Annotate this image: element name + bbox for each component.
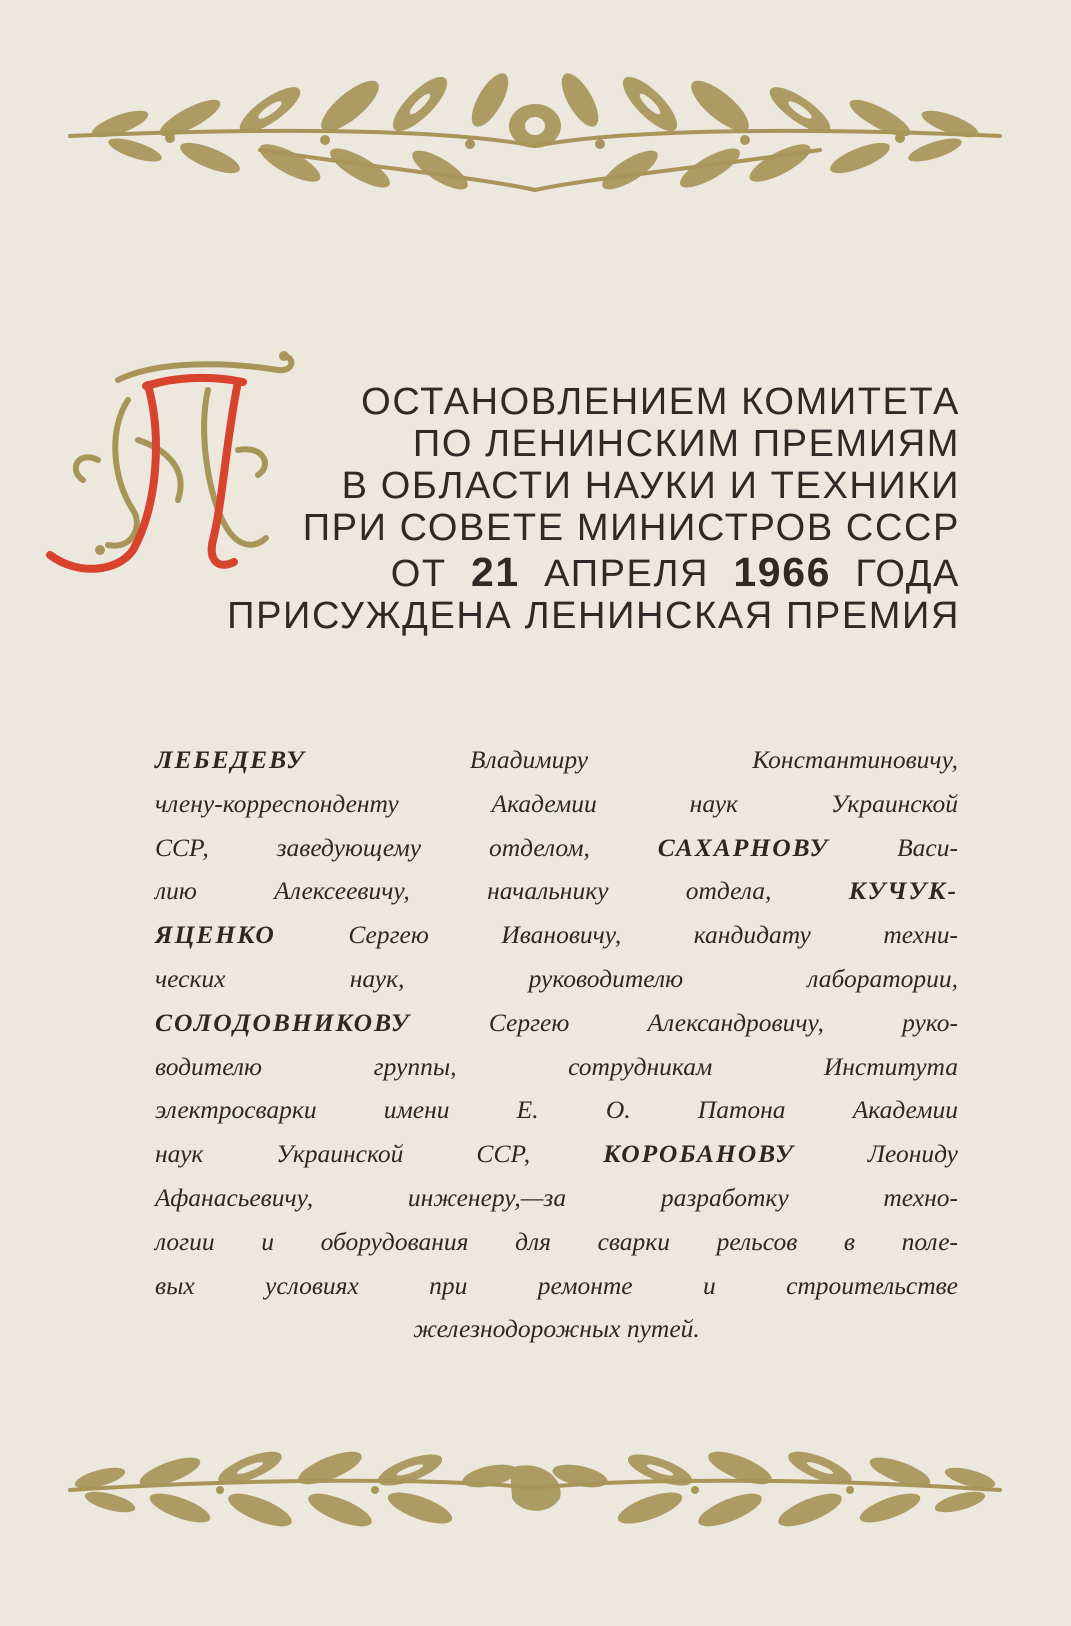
date-year: 1966 <box>733 549 832 595</box>
body-line <box>155 1001 958 1045</box>
body-line: вых условиях при ремонте и строительстве <box>155 1270 958 1300</box>
body-text-segment: Сергею Ивановичу, кандидату техни- <box>348 920 959 950</box>
body-line: члену-корреспонденту Академии наук Украинской <box>155 788 958 818</box>
recipient-name: САХАРНОВУ <box>657 832 830 862</box>
body-text-segment: Сергею Александровичу, руко- <box>488 1007 958 1037</box>
body-line <box>155 826 958 870</box>
recipient-name: СОЛОДОВНИКОВУ <box>155 1007 411 1037</box>
date-day: 21 <box>471 549 520 595</box>
recipient-name: КУЧУК- <box>848 876 958 906</box>
decree-date-line <box>391 550 960 596</box>
decree-line-2: ПО ЛЕНИНСКИМ ПРЕМИЯМ <box>412 423 960 465</box>
bottom-laurel-ornament-icon <box>60 1438 1010 1540</box>
decree-line-3: В ОБЛАСТИ НАУКИ И ТЕХНИКИ <box>341 465 960 507</box>
body-text-segment: ССР, заведующему отделом, <box>155 832 590 862</box>
award-body-text <box>155 738 958 1351</box>
recipient-name: ЛЕБЕДЕВУ <box>155 745 306 774</box>
body-line: логии и оборудования для сварки рельсов в поле- <box>155 1226 958 1256</box>
body-text-segment: наук Украинской ССР, <box>155 1139 531 1169</box>
body-line <box>155 738 958 782</box>
body-line: электросварки имени Е. О. Патона Академии <box>155 1095 958 1125</box>
body-line-last: железнодорожных путей. <box>413 1314 700 1344</box>
date-month: АПРЕЛЯ <box>544 553 710 595</box>
body-text-segment: лию Алексеевичу, начальнику отдела, <box>155 876 772 906</box>
date-prefix: ОТ <box>390 553 447 595</box>
body-line: водителю группы, сотрудникам Института <box>155 1051 958 1081</box>
recipient-name: ЯЦЕНКО <box>155 920 276 950</box>
decree-line-4: ПРИ СОВЕТЕ МИНИСТРОВ СССР <box>302 507 960 549</box>
body-text-segment: Леониду <box>867 1139 958 1169</box>
body-text-segment: Васи- <box>897 832 958 862</box>
body-line <box>155 869 958 913</box>
date-suffix: ГОДА <box>855 553 960 595</box>
top-laurel-ornament-icon <box>60 58 1010 198</box>
body-line <box>155 913 958 957</box>
ornamental-initial-letter-icon <box>38 350 300 590</box>
body-line <box>155 1132 958 1176</box>
decree-line-1: ОСТАНОВЛЕНИЕМ КОМИТЕТА <box>361 381 960 423</box>
recipient-name: КОРОБАНОВУ <box>603 1139 795 1169</box>
body-line: ческих наук, руководителю лаборатории, <box>155 963 958 993</box>
body-text-segment: Владимиру Константиновичу, <box>469 745 958 774</box>
body-line: Афанасьевичу, инженеру,—за разработку техно- <box>155 1182 958 1212</box>
award-line: ПРИСУЖДЕНА ЛЕНИНСКАЯ ПРЕМИЯ <box>227 595 960 637</box>
